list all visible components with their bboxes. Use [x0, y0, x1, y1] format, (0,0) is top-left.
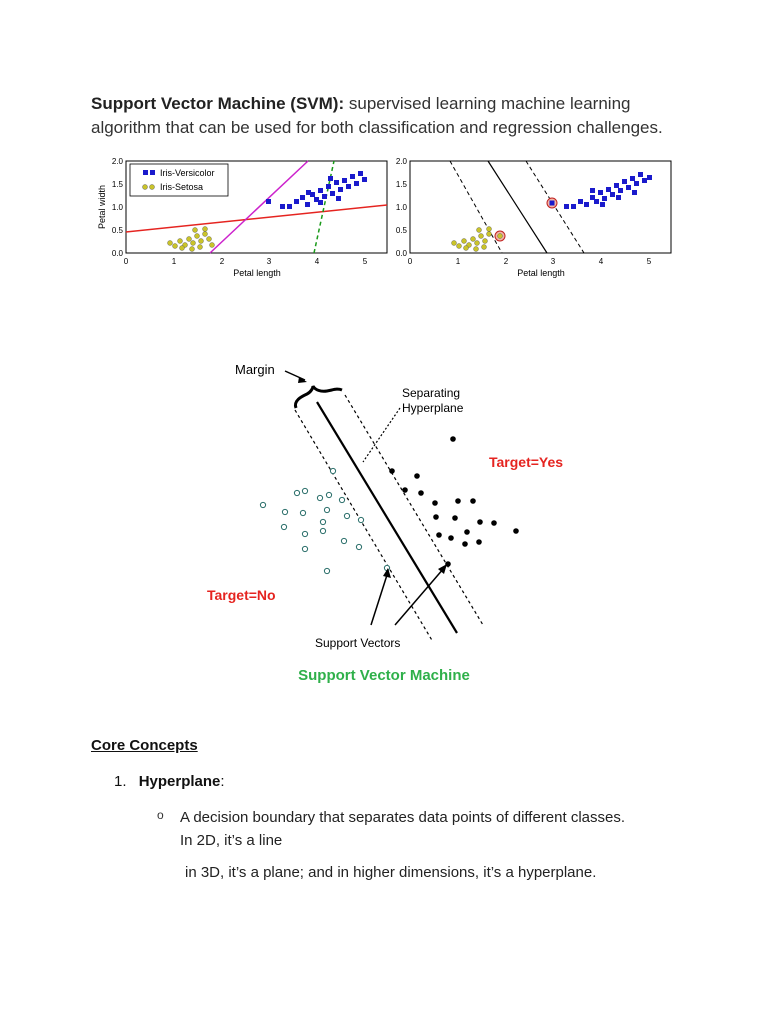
margin-arrow-head [298, 377, 307, 383]
iris-figure [92, 150, 677, 285]
legend-setosa: Iris-Setosa [160, 182, 204, 192]
versicolor-legend-marker [150, 170, 155, 175]
setosa-legend-marker [143, 185, 148, 190]
versicolor-legend-marker [143, 170, 148, 175]
right-xtick: 2 [503, 257, 509, 266]
hyperplane-definition-continued: in 3D, it’s a plane; and in higher dimensions, it’s a hyperplane. [185, 864, 597, 881]
support-vectors-label: Support Vectors [315, 636, 401, 650]
list-item-hyperplane [114, 773, 225, 790]
hyperplane-pointer [363, 408, 400, 462]
left-ytick: 0.5 [111, 226, 123, 235]
sv-arrow-right [395, 568, 444, 625]
right-xtick: 3 [550, 257, 556, 266]
left-ytick: 1.0 [111, 203, 123, 212]
right-ytick: 1.5 [395, 180, 407, 189]
right-ytick: 2.0 [395, 157, 407, 166]
intro-text: supervised learning machine learning algorithm that can be used for both classification and regression challenges. [91, 94, 663, 137]
diagram-caption: Support Vector Machine [298, 667, 470, 684]
list-item-title: Hyperplane [138, 773, 221, 790]
hyperplane-label-2: Hyperplane [402, 401, 464, 415]
support-vector-point [498, 234, 503, 239]
left-xtick: 5 [362, 257, 368, 266]
left-xtick: 1 [171, 257, 177, 266]
left-xtick: 3 [266, 257, 272, 266]
bullet-marker: o [157, 808, 164, 822]
right-plot-frame [410, 161, 671, 253]
margin-arrow [285, 371, 305, 380]
right-xtick: 5 [646, 257, 652, 266]
left-legend [130, 164, 228, 196]
sv-arrow-left [371, 575, 387, 625]
margin-line-left [295, 410, 433, 642]
right-ytick: 0.5 [395, 226, 407, 235]
right-ytick: 0.0 [395, 249, 407, 258]
intro-bold: Support Vector Machine (SVM): [91, 94, 345, 113]
left-ytick: 2.0 [111, 157, 123, 166]
hyperplane-definition [180, 806, 700, 852]
margin-label: Margin [235, 362, 275, 377]
left-xtick: 4 [314, 257, 320, 266]
left-plot [97, 157, 387, 278]
left-xlabel: Petal length [233, 268, 281, 278]
right-xtick: 1 [455, 257, 461, 266]
definition-line-2: In 2D, it’s a line [180, 832, 283, 849]
right-xtick: 0 [407, 257, 413, 266]
hyperplane-label-1: Separating [402, 386, 461, 400]
left-ytick: 0.0 [111, 249, 123, 258]
margin-line-right [345, 395, 483, 625]
support-vector-point [550, 201, 555, 206]
left-xtick: 0 [123, 257, 129, 266]
definition-line-1: A decision boundary that separates data points of different classes. [180, 809, 626, 826]
right-plot [396, 157, 671, 278]
target-no-label: Target=No [207, 587, 276, 603]
right-xlabel: Petal length [517, 268, 565, 278]
target-no-points [260, 468, 389, 573]
left-xtick: 2 [219, 257, 225, 266]
right-ytick: 1.0 [395, 203, 407, 212]
right-xtick: 4 [598, 257, 604, 266]
list-number: 1. [114, 773, 127, 790]
left-ylabel: Petal width [97, 184, 107, 230]
target-yes-label: Target=Yes [489, 454, 564, 470]
core-concepts-heading: Core Concepts [91, 737, 198, 754]
svm-diagram [195, 350, 585, 650]
list-item-colon: : [220, 773, 225, 790]
intro-paragraph [91, 92, 691, 140]
legend-versicolor: Iris-Versicolor [160, 168, 215, 178]
left-ytick: 1.5 [111, 180, 123, 189]
setosa-legend-marker [150, 185, 155, 190]
